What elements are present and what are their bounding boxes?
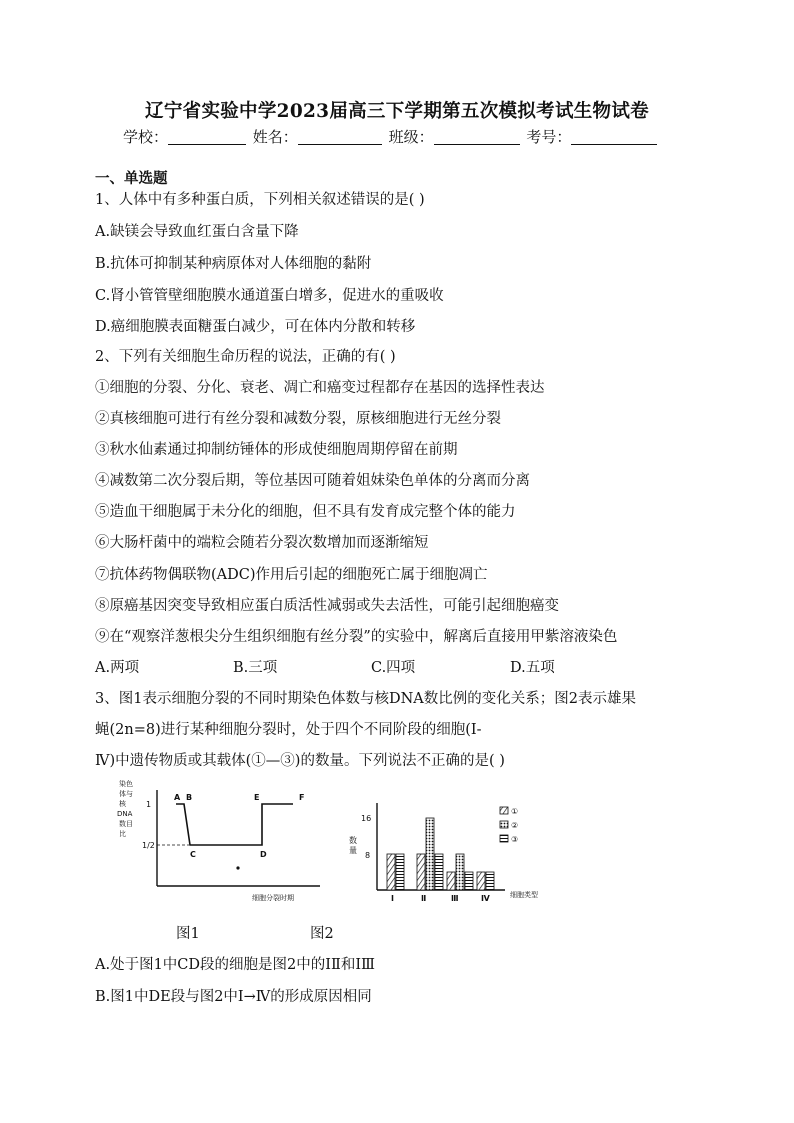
q2-statement-3: ③秋水仙素通过抑制纺锤体的形成使细胞周期停留在前期 <box>95 442 458 458</box>
fig2-legend <box>500 807 518 844</box>
fig1-ylabel-3: 核 <box>119 800 126 808</box>
fig2-bar-4-series-1 <box>477 872 485 890</box>
q2-statement-1: ①细胞的分裂、分化、衰老、凋亡和癌变过程都存在基因的选择性表达 <box>95 380 545 396</box>
fig2-bar-1-series-1 <box>387 854 395 890</box>
fig1-point-label-a: A <box>174 793 181 802</box>
number-blank[interactable] <box>571 128 657 145</box>
class-label: 班级： <box>388 128 434 146</box>
fig1-xlabel: 细胞分裂时期 <box>252 894 294 902</box>
legend-swatch-3 <box>500 835 508 842</box>
fig1-series-line <box>176 804 293 845</box>
fig2-bar-2-series-3 <box>435 854 443 890</box>
fig2-category-label-3: Ⅲ <box>451 894 459 903</box>
q1-option-d[interactable]: D.癌细胞膜表面糖蛋白减少，可在体内分散和转移 <box>95 319 416 335</box>
figure-2-chart <box>335 795 565 910</box>
fig1-point-label-b: B <box>186 793 193 802</box>
q2-statement-6: ⑥大肠杆菌中的端粒会随若分裂次数增加而逐渐缩短 <box>95 535 429 551</box>
fig1-point-label-d: D <box>260 850 267 859</box>
fig2-category-label-1: Ⅰ <box>391 894 394 903</box>
fig2-bar-4-series-3 <box>486 872 494 890</box>
q2-statement-8: ⑧原癌基因突变导致相应蛋白质活性减弱或失去活性，可能引起细胞癌变 <box>95 598 559 614</box>
legend-label-3: ③ <box>511 835 519 844</box>
q3-stem-line-1: 3、图1表示细胞分裂的不同时期染色体数与核DNA数比例的变化关系；图2表示雄果 <box>95 691 636 707</box>
fig2-ytick-16: 16 <box>361 814 372 823</box>
school-label: 学校： <box>123 128 169 146</box>
q3-stem-line-2: 蝇(2n=8)进行某种细胞分裂时，处于四个不同阶段的细胞(Ⅰ- <box>95 722 482 738</box>
fig1-ylabel-5: 数目 <box>119 820 133 828</box>
q2-stem: 2、下列有关细胞生命历程的说法，正确的有( ) <box>95 349 396 365</box>
fig1-point-label-e: E <box>254 793 260 802</box>
q1-option-c[interactable]: C.肾小管管壁细胞膜水通道蛋白增多，促进水的重吸收 <box>95 288 444 304</box>
class-blank[interactable] <box>434 128 520 145</box>
fig2-bar-3-series-1 <box>447 872 455 890</box>
fig1-stray-dot <box>236 866 239 869</box>
fig2-bar-1-series-3 <box>396 854 404 890</box>
q2-statement-7: ⑦抗体药物偶联物(ADC)作用后引起的细胞死亡属于细胞凋亡 <box>95 567 488 583</box>
q2-option-d[interactable]: D.五项 <box>510 660 555 676</box>
legend-swatch-2 <box>500 821 508 828</box>
q2-option-b[interactable]: B.三项 <box>233 660 278 676</box>
legend-label-1: ① <box>511 807 519 816</box>
q2-statement-4: ④减数第二次分裂后期，等位基因可随着姐妹染色单体的分离而分离 <box>95 473 530 489</box>
fig1-ylabel-1: 染色 <box>119 780 133 788</box>
q2-option-a[interactable]: A.两项 <box>95 660 140 676</box>
legend-swatch-1 <box>500 807 508 814</box>
q1-stem: 1、人体中有多种蛋白质，下列相关叙述错误的是( ) <box>95 192 425 208</box>
figure-1-caption: 图1 <box>176 926 200 942</box>
fig2-ylabel-2: 量 <box>349 846 357 855</box>
q3-stem-line-3: Ⅳ)中遗传物质或其载体(①—③)的数量。下列说法不正确的是( ) <box>95 753 505 769</box>
q2-option-c[interactable]: C.四项 <box>371 660 416 676</box>
q2-statement-2: ②真核细胞可进行有丝分裂和减数分裂，原核细胞进行无丝分裂 <box>95 411 501 427</box>
fig1-ylabel-6: 比 <box>119 830 126 838</box>
q3-option-b[interactable]: B.图1中DE段与图2中Ⅰ→Ⅳ的形成原因相同 <box>95 989 372 1005</box>
q1-option-a[interactable]: A.缺镁会导致血红蛋白含量下降 <box>95 224 299 240</box>
student-info-row <box>123 126 659 147</box>
fig2-bar-2-series-1 <box>417 854 425 890</box>
name-label: 姓名： <box>252 128 298 146</box>
legend-label-2: ② <box>511 821 519 830</box>
fig2-xlabel: 细胞类型 <box>510 891 538 899</box>
fig1-point-label-c: C <box>190 850 196 859</box>
fig2-ylabel-1: 数 <box>349 836 357 845</box>
fig1-point-label-f: F <box>299 793 305 802</box>
q2-statement-9: ⑨在“观察洋葱根尖分生组织细胞有丝分裂”的实验中，解离后直接用甲紫溶液染色 <box>95 629 618 645</box>
fig2-category-label-2: Ⅱ <box>421 894 427 903</box>
fig2-ytick-8: 8 <box>365 851 371 860</box>
fig1-ytick-half: 1/2 <box>142 841 155 850</box>
fig1-ylabel-4: DNA <box>117 810 133 818</box>
fig2-bar-3-series-3 <box>465 872 473 890</box>
fig1-ylabel-2: 体与 <box>119 790 133 798</box>
q1-option-b[interactable]: B.抗体可抑制某种病原体对人体细胞的黏附 <box>95 256 372 272</box>
q3-option-a[interactable]: A.处于图1中CD段的细胞是图2中的ⅠⅡ和ⅠⅢ <box>95 957 376 973</box>
section-heading: 一、单选题 <box>95 170 168 187</box>
number-label: 考号： <box>526 128 572 146</box>
school-blank[interactable] <box>168 128 246 145</box>
fig2-bar-3-series-2 <box>456 854 464 890</box>
name-blank[interactable] <box>298 128 382 145</box>
fig1-ytick-1: 1 <box>146 800 152 809</box>
q2-statement-5: ⑤造血干细胞属于未分化的细胞，但不具有发育成完整个体的能力 <box>95 504 516 520</box>
fig2-bar-2-series-2 <box>426 818 434 890</box>
figure-1-chart <box>115 780 330 910</box>
figure-2-caption: 图2 <box>310 926 334 942</box>
exam-title: 辽宁省实验中学2023届高三下学期第五次模拟考试生物试卷 <box>145 101 649 122</box>
fig2-category-label-4: Ⅳ <box>481 894 490 903</box>
